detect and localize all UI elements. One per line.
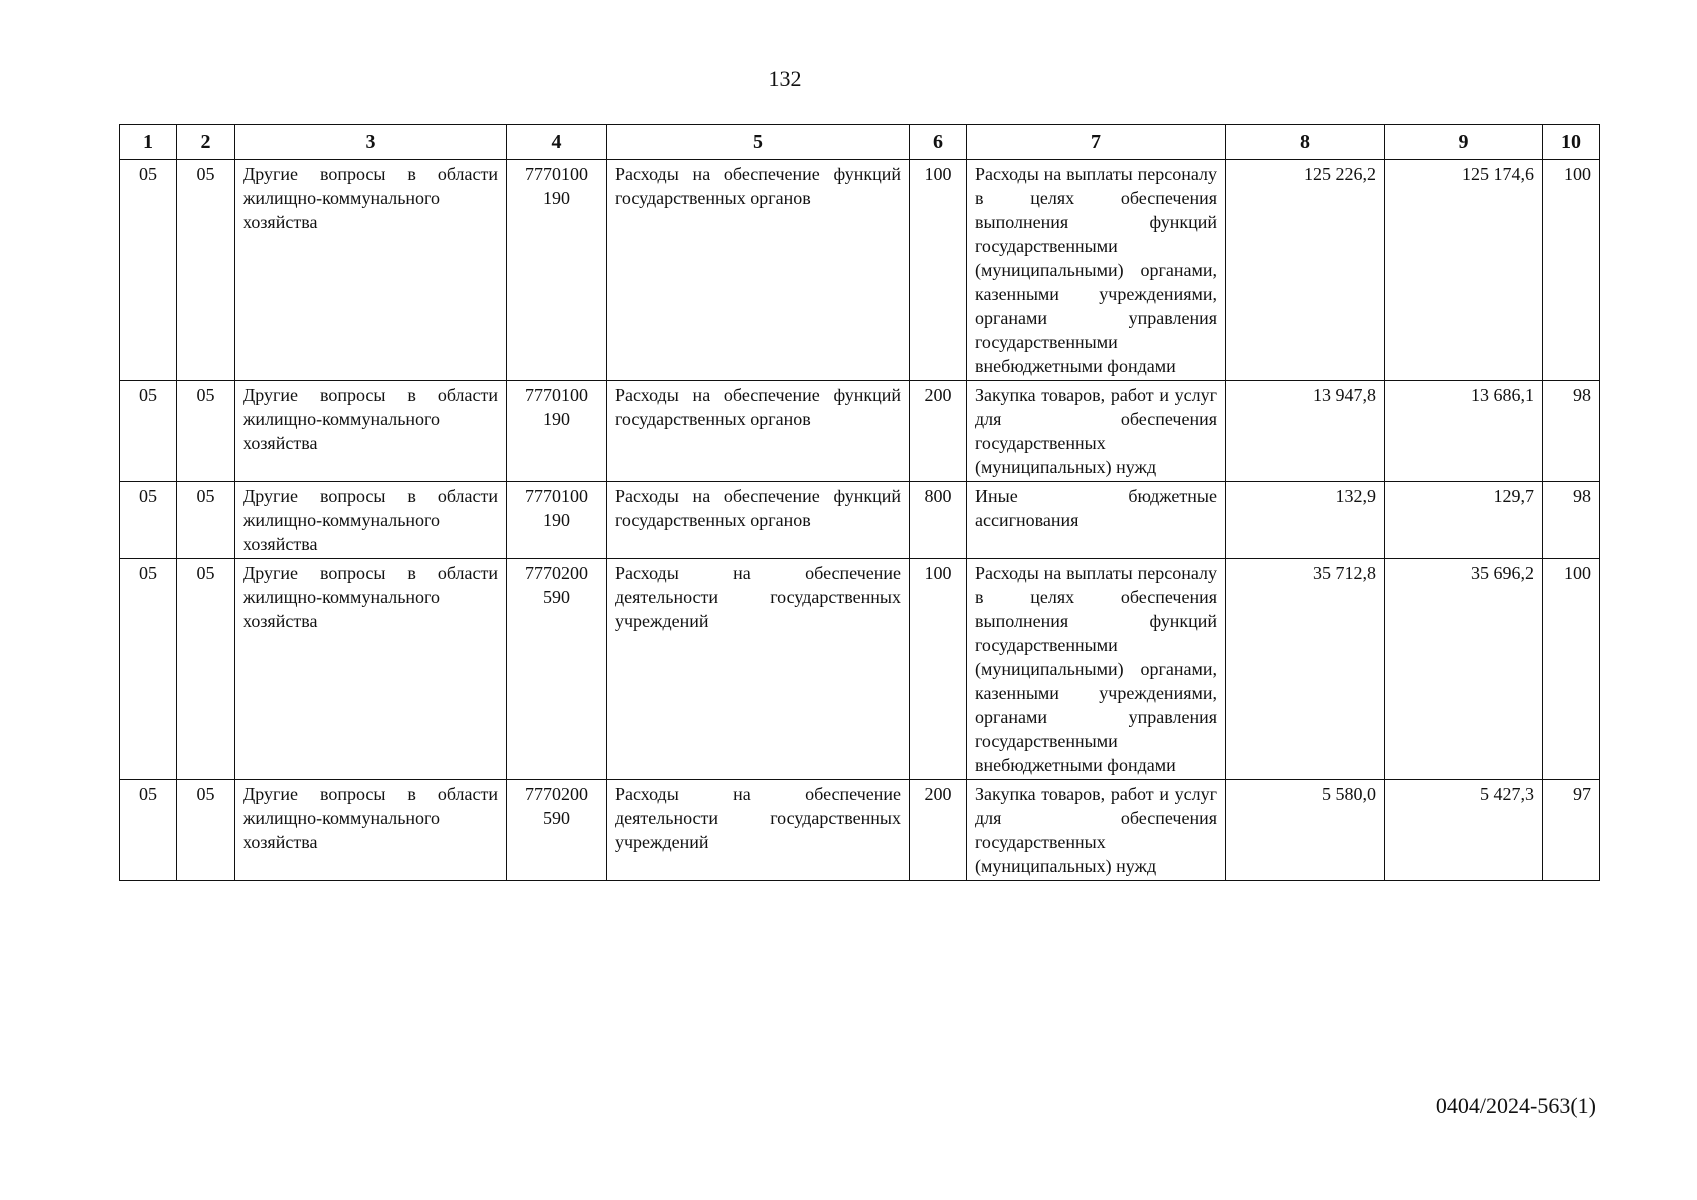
table-row xyxy=(120,381,1600,482)
expense-type-cell: 200 xyxy=(910,381,967,482)
approved-amount-cell: 132,9 xyxy=(1226,482,1385,559)
expense-type-cell: 100 xyxy=(910,160,967,381)
col-header-6: 6 xyxy=(910,125,967,160)
expense-type-cell: 200 xyxy=(910,780,967,881)
document-code: 0404/2024-563(1) xyxy=(1435,1093,1596,1118)
page-number: 132 xyxy=(768,66,802,91)
col-header-10: 10 xyxy=(1543,125,1600,160)
article-name-cell: Расходы на обеспечение функций государственных органов xyxy=(607,381,910,482)
article-name-cell: Расходы на обеспечение функций государственных органов xyxy=(607,160,910,381)
target-article-cell: 7770200 590 xyxy=(507,780,607,881)
section-name-cell: Другие вопросы в области жилищно-коммунального хозяйства xyxy=(235,780,507,881)
expense-type-name-cell: Закупка товаров, работ и услуг для обеспечения государственных (муниципальных) нужд xyxy=(967,780,1226,881)
target-article-cell: 7770100 190 xyxy=(507,160,607,381)
col-header-8: 8 xyxy=(1226,125,1385,160)
header-row xyxy=(120,125,1600,160)
article-name-cell: Расходы на обеспечение деятельности государственных учреждений xyxy=(607,780,910,881)
subsection-cell: 05 xyxy=(177,381,235,482)
section-name-cell: Другие вопросы в области жилищно-коммунального хозяйства xyxy=(235,482,507,559)
subsection-cell: 05 xyxy=(177,780,235,881)
executed-amount-cell: 35 696,2 xyxy=(1385,559,1543,780)
expense-type-name-cell: Закупка товаров, работ и услуг для обеспечения государственных (муниципальных) нужд xyxy=(967,381,1226,482)
percent-cell: 100 xyxy=(1543,559,1600,780)
target-article-cell: 7770200 590 xyxy=(507,559,607,780)
expense-type-name-cell: Расходы на выплаты персоналу в целях обеспечения выполнения функций государственными (муниципальными) органами, казенными учреждениями, органами управления государственными внебюджетными фондами xyxy=(967,160,1226,381)
target-article-cell: 7770100 190 xyxy=(507,482,607,559)
article-name-cell: Расходы на обеспечение функций государственных органов xyxy=(607,482,910,559)
col-header-7: 7 xyxy=(967,125,1226,160)
budget-table xyxy=(119,124,1600,881)
subsection-cell: 05 xyxy=(177,559,235,780)
table-row xyxy=(120,559,1600,780)
executed-amount-cell: 129,7 xyxy=(1385,482,1543,559)
executed-amount-cell: 5 427,3 xyxy=(1385,780,1543,881)
subsection-cell: 05 xyxy=(177,482,235,559)
section-cell: 05 xyxy=(120,482,177,559)
table-row xyxy=(120,482,1600,559)
approved-amount-cell: 5 580,0 xyxy=(1226,780,1385,881)
section-name-cell: Другие вопросы в области жилищно-коммунального хозяйства xyxy=(235,381,507,482)
approved-amount-cell: 35 712,8 xyxy=(1226,559,1385,780)
section-cell: 05 xyxy=(120,780,177,881)
table-row xyxy=(120,780,1600,881)
section-name-cell: Другие вопросы в области жилищно-коммунального хозяйства xyxy=(235,559,507,780)
percent-cell: 100 xyxy=(1543,160,1600,381)
article-name-cell: Расходы на обеспечение деятельности государственных учреждений xyxy=(607,559,910,780)
col-header-3: 3 xyxy=(235,125,507,160)
executed-amount-cell: 13 686,1 xyxy=(1385,381,1543,482)
target-article-cell: 7770100 190 xyxy=(507,381,607,482)
subsection-cell: 05 xyxy=(177,160,235,381)
col-header-9: 9 xyxy=(1385,125,1543,160)
col-header-4: 4 xyxy=(507,125,607,160)
section-name-cell: Другие вопросы в области жилищно-коммунального хозяйства xyxy=(235,160,507,381)
section-cell: 05 xyxy=(120,559,177,780)
table-row xyxy=(120,160,1600,381)
expense-type-cell: 800 xyxy=(910,482,967,559)
percent-cell: 97 xyxy=(1543,780,1600,881)
expense-type-name-cell: Расходы на выплаты персоналу в целях обеспечения выполнения функций государственными (муниципальными) органами, казенными учреждениями, органами управления государственными внебюджетными фондами xyxy=(967,559,1226,780)
col-header-2: 2 xyxy=(177,125,235,160)
percent-cell: 98 xyxy=(1543,482,1600,559)
expense-type-cell: 100 xyxy=(910,559,967,780)
approved-amount-cell: 125 226,2 xyxy=(1226,160,1385,381)
expense-type-name-cell: Иные бюджетные ассигнования xyxy=(967,482,1226,559)
approved-amount-cell: 13 947,8 xyxy=(1226,381,1385,482)
col-header-1: 1 xyxy=(120,125,177,160)
section-cell: 05 xyxy=(120,381,177,482)
percent-cell: 98 xyxy=(1543,381,1600,482)
executed-amount-cell: 125 174,6 xyxy=(1385,160,1543,381)
col-header-5: 5 xyxy=(607,125,910,160)
section-cell: 05 xyxy=(120,160,177,381)
